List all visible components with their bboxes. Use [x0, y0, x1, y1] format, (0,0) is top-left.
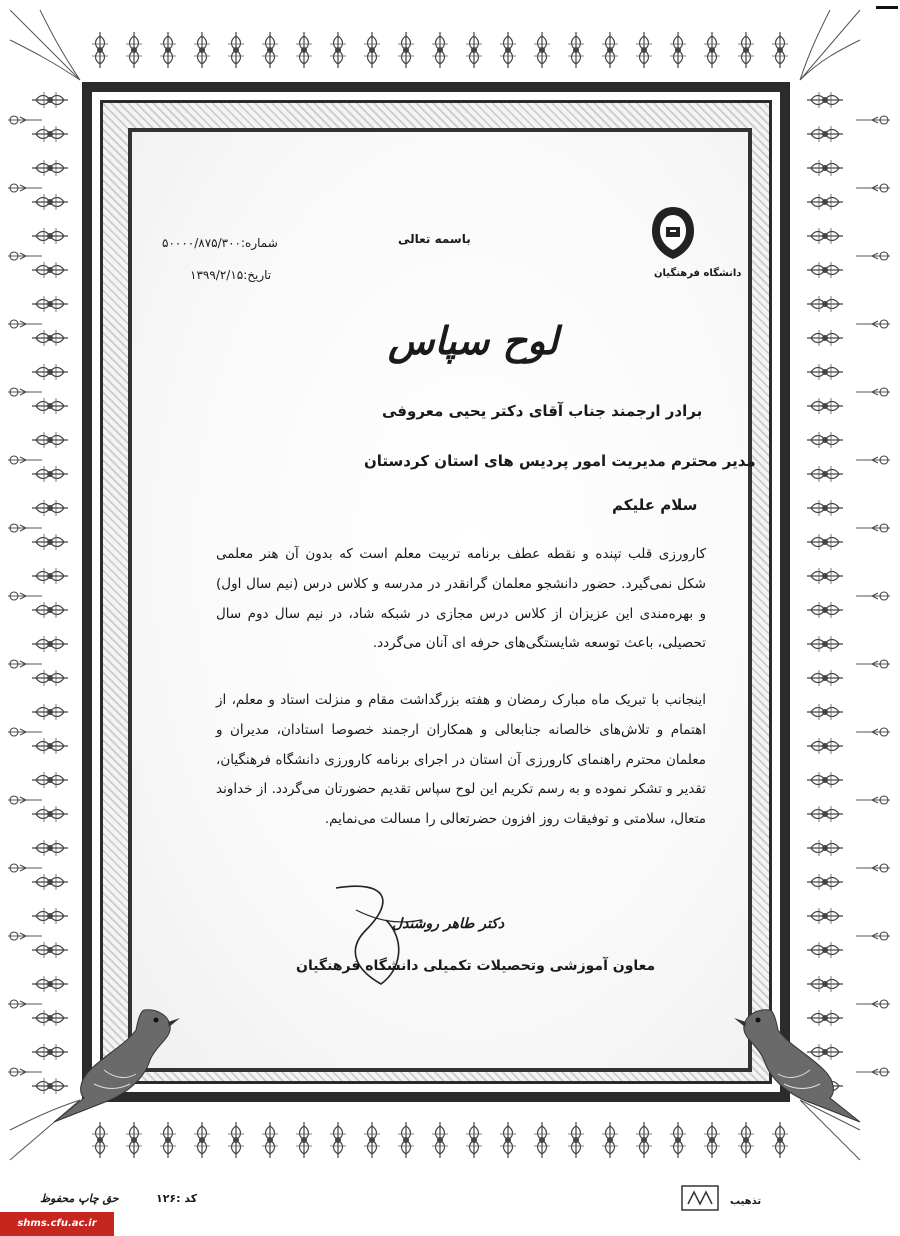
- publisher-logo-icon: [680, 1184, 720, 1212]
- footer-code: کد :۱۲۶: [156, 1192, 198, 1205]
- signatory-title: معاون آموزشی وتحصیلات تکمیلی دانشگاه فرهنگیان: [296, 958, 656, 974]
- footer-brand: تذهیب: [730, 1196, 762, 1207]
- site-watermark: shms.cfu.ac.ir: [0, 1212, 114, 1236]
- certificate-title: لوح سپاس: [388, 318, 559, 363]
- bird-right-icon: [730, 1000, 870, 1130]
- greeting: سلام علیکم: [612, 496, 698, 514]
- logo-caption: دانشگاه فرهنگیان: [654, 268, 742, 279]
- date-value: ۱۳۹۹/۲/۱۵: [190, 268, 244, 282]
- footer-copyright: حق چاپ محفوظ: [40, 1192, 119, 1205]
- corner-mark: [876, 6, 898, 9]
- signatory-name: دکتر طاهر روشندل: [392, 916, 505, 932]
- body-paragraph-1: کارورزی قلب تپنده و نقطه عطف برنامه تربیت معلم است که بدون آن هنر معلمی شکل نمی‌گیرد. حضور دانشجو معلمان گرانقدر در مدرسه و کلاس درس (نیم سال اول) و بهره‌مندی این عزیزان از کلاس درس مجازی در شبکه شاد، در نیم سال دوم سال تحصیلی، باعث توسعه شایستگی‌های حرفه ای آنان می‌گردد.: [216, 546, 706, 652]
- recipient-line: برادر ارجمند جناب آقای دکتر یحیی معروفی: [382, 402, 703, 420]
- letter-date: [190, 268, 271, 282]
- bird-left-icon: [44, 1000, 184, 1130]
- number-label: شماره:: [240, 236, 278, 250]
- number-value: ۵۰۰۰۰/۸۷۵/۳۰۰: [162, 236, 241, 250]
- university-logo-icon: [650, 205, 696, 267]
- basmala: باسمه تعالی: [398, 232, 471, 246]
- letter-number: [162, 236, 278, 250]
- body-paragraph-2: اینجانب با تبریک ماه مبارک رمضان و هفته بزرگداشت مقام و منزلت استاد و معلم، از اهتمام و تلاش‌های خالصانه جنابعالی و همکاران ارجمند خصوصا استادان، مدیران و معلمان محترم راهنمای کارورزی آن استان در اجرای برنامه کارورزی دانشگاه فرهنگیان، تقدیر و تشکر نموده و به رسم تکریم این لوح سپاس تقدیم حضورتان می‌گردد. از خداوند متعال، سلامتی و توفیقات روز افزون حضرتعالی را مسالت می‌نمایم.: [216, 692, 706, 828]
- date-label: تاریخ:: [243, 268, 272, 282]
- recipient-position: مدیر محترم مدیریت امور پردیس های استان کردستان: [364, 452, 756, 470]
